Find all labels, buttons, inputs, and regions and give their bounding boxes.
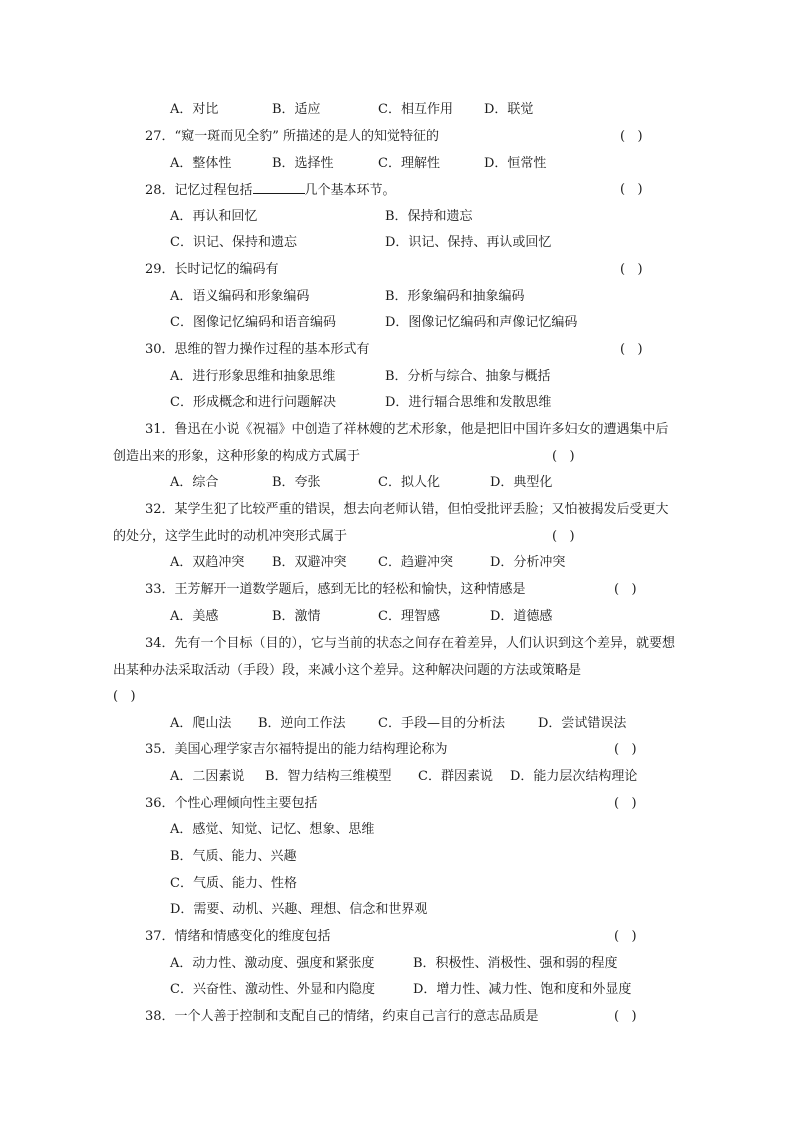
q31-stem-line1: 31．鲁迅在小说《祝福》中创造了祥林嫂的艺术形象，他是把旧中国许多妇女的遭遇集中后 bbox=[145, 422, 669, 437]
q37-answer-bracket: ( ) bbox=[614, 929, 637, 944]
q37-option-a: A．动力性、激动度、强度和紧张度 bbox=[170, 956, 375, 971]
q31-option-d: D．典型化 bbox=[490, 475, 553, 490]
q27-stem: 27．“窥一斑而见全豹” 所描述的是人的知觉特征的 bbox=[145, 129, 439, 144]
q27-answer-bracket: ( ) bbox=[620, 129, 643, 144]
q35-stem: 35．美国心理学家吉尔福特提出的能力结构理论称为 bbox=[145, 742, 448, 757]
q36-option-a: A．感觉、知觉、记忆、想象、思维 bbox=[170, 822, 375, 837]
q32-answer-bracket: ( ) bbox=[552, 529, 575, 544]
q38-stem: 38．一个人善于控制和支配自己的情绪，约束自己言行的意志品质是 bbox=[145, 1009, 539, 1024]
q34-option-a: A．爬山法 bbox=[170, 716, 232, 731]
q28-stem bbox=[145, 181, 396, 199]
q33-option-a: A．美感 bbox=[170, 609, 219, 624]
q26-option-b: B．适应 bbox=[272, 102, 321, 117]
q28-option-b: B．保持和遗忘 bbox=[385, 209, 473, 224]
q31-option-a: A．综合 bbox=[170, 475, 219, 490]
q28-fill-blank bbox=[253, 181, 305, 194]
q26-option-c: C．相互作用 bbox=[378, 102, 453, 117]
q30-stem: 30．思维的智力操作过程的基本形式有 bbox=[145, 342, 370, 357]
q30-option-c: C．形成概念和进行问题解决 bbox=[170, 395, 336, 410]
q28-answer-bracket: ( ) bbox=[620, 182, 643, 197]
q27-option-c: C．理解性 bbox=[378, 156, 440, 171]
q32-option-d: D．分析冲突 bbox=[490, 555, 566, 570]
q31-stem-line2: 创造出来的形象，这种形象的构成方式属于 bbox=[113, 449, 361, 464]
q28-option-a: A．再认和回忆 bbox=[170, 209, 258, 224]
q32-option-b: B．双避冲突 bbox=[272, 555, 347, 570]
q30-option-b: B．分析与综合、抽象与概括 bbox=[385, 369, 551, 384]
q33-option-c: C．理智感 bbox=[378, 609, 440, 624]
q27-option-a: A．整体性 bbox=[170, 156, 232, 171]
q29-stem: 29．长时记忆的编码有 bbox=[145, 262, 279, 277]
q28-stem-after: 几个基本环节。 bbox=[304, 183, 396, 198]
q36-option-d: D．需要、动机、兴趣、理想、信念和世界观 bbox=[170, 902, 428, 917]
q28-option-d: D．识记、保持、再认或回忆 bbox=[385, 235, 552, 250]
q29-option-b: B．形象编码和抽象编码 bbox=[385, 289, 525, 304]
q36-answer-bracket: ( ) bbox=[614, 796, 637, 811]
q33-option-b: B．激情 bbox=[272, 609, 321, 624]
q37-stem: 37．情绪和情感变化的维度包括 bbox=[145, 929, 331, 944]
q26-option-a: A．对比 bbox=[170, 102, 219, 117]
q30-answer-bracket: ( ) bbox=[620, 342, 643, 357]
q30-option-a: A．进行形象思维和抽象思维 bbox=[170, 369, 336, 384]
q34-answer-bracket: ( ) bbox=[113, 689, 136, 704]
q28-stem-before: 28．记忆过程包括 bbox=[145, 183, 253, 198]
q31-option-c: C．拟人化 bbox=[378, 475, 440, 490]
q31-answer-bracket: ( ) bbox=[552, 449, 575, 464]
q37-option-c: C．兴奋性、激动性、外显和内隐度 bbox=[170, 982, 375, 997]
q38-answer-bracket: ( ) bbox=[614, 1009, 637, 1024]
q27-option-b: B．选择性 bbox=[272, 156, 334, 171]
q29-answer-bracket: ( ) bbox=[620, 262, 643, 277]
q29-option-c: C．图像记忆编码和语音编码 bbox=[170, 315, 336, 330]
q33-option-d: D．道德感 bbox=[490, 609, 553, 624]
q32-option-a: A．双趋冲突 bbox=[170, 555, 245, 570]
q27-option-d: D．恒常性 bbox=[484, 156, 547, 171]
q33-answer-bracket: ( ) bbox=[614, 582, 637, 597]
q34-stem-line1: 34．先有一个目标（目的），它与当前的状态之间存在着差异，人们认识到这个差异，就要想 bbox=[145, 636, 676, 651]
q36-stem: 36．个性心理倾向性主要包括 bbox=[145, 796, 318, 811]
q36-option-c: C．气质、能力、性格 bbox=[170, 876, 297, 891]
q33-stem: 33．王芳解开一道数学题后，感到无比的轻松和愉快，这种情感是 bbox=[145, 582, 526, 597]
q29-option-d: D．图像记忆编码和声像记忆编码 bbox=[385, 315, 578, 330]
q34-option-b: B．逆向工作法 bbox=[258, 716, 346, 731]
q29-option-a: A．语义编码和形象编码 bbox=[170, 289, 310, 304]
q32-stem-line2: 的处分，这学生此时的动机冲突形式属于 bbox=[113, 529, 348, 544]
q31-option-b: B．夸张 bbox=[272, 475, 321, 490]
q37-option-d: D．增力性、减力性、饱和度和外显度 bbox=[413, 982, 632, 997]
q35-option-b: B．智力结构三维模型 bbox=[265, 769, 392, 784]
q30-option-d: D．进行辐合思维和发散思维 bbox=[385, 395, 552, 410]
q34-option-d: D．尝试错误法 bbox=[538, 716, 627, 731]
q35-answer-bracket: ( ) bbox=[614, 742, 637, 757]
q32-option-c: C．趋避冲突 bbox=[378, 555, 453, 570]
q34-stem-line2: 出某种办法采取活动（手段）段，来减小这个差异。这种解决问题的方法或策略是 bbox=[113, 663, 582, 678]
q32-stem-line1: 32．某学生犯了比较严重的错误，想去向老师认错，但怕受批评丢脸；又怕被揭发后受更大 bbox=[145, 502, 669, 517]
q37-option-b: B．积极性、消极性、强和弱的程度 bbox=[413, 956, 618, 971]
q36-option-b: B．气质、能力、兴趣 bbox=[170, 849, 297, 864]
q26-option-d: D．联觉 bbox=[484, 102, 534, 117]
q35-option-d: D．能力层次结构理论 bbox=[510, 769, 638, 784]
q28-option-c: C．识记、保持和遗忘 bbox=[170, 235, 297, 250]
q34-option-c: C．手段—目的分析法 bbox=[378, 716, 505, 731]
q35-option-c: C．群因素说 bbox=[418, 769, 493, 784]
q35-option-a: A．二因素说 bbox=[170, 769, 245, 784]
